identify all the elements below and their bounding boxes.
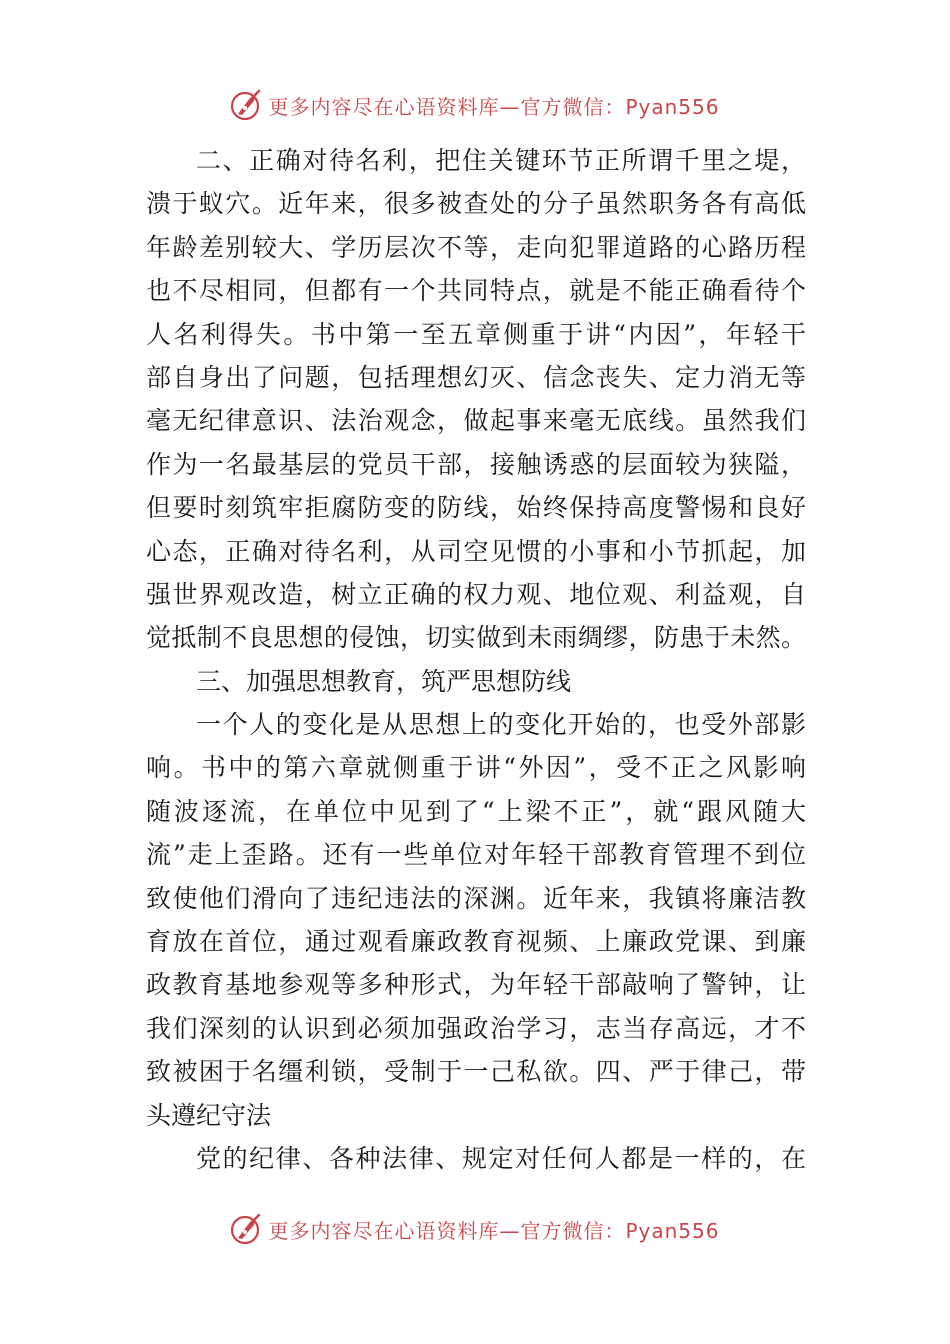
paragraph-line: 人名利得失。书中第一至五章侧重于讲“内因”，年轻干 bbox=[146, 319, 806, 349]
pen-nib-logo-icon bbox=[230, 1212, 264, 1246]
banner-text: 更多内容尽在心语资料库—官方微信：Pyan556 bbox=[268, 1218, 720, 1243]
pen-nib-logo-icon bbox=[230, 88, 264, 122]
banner-text: 更多内容尽在心语资料库—官方微信：Pyan556 bbox=[268, 94, 720, 119]
paragraph-line: 头遵纪守法 bbox=[146, 1100, 272, 1130]
paragraph-line: 响。书中的第六章就侧重于讲“外因”，受不正之风影响 bbox=[146, 753, 806, 783]
paragraph-line: 作为一名最基层的党员干部，接触诱惑的层面较为狭隘， bbox=[146, 449, 806, 479]
section-heading: 三、加强思想教育，筑严思想防线 bbox=[196, 666, 572, 696]
paragraph-line: 致被困于名缰利锁，受制于一己私欲。四、严于律己，带 bbox=[146, 1057, 806, 1087]
paragraph-line: 流”走上歪路。还有一些单位对年轻干部教育管理不到位 bbox=[146, 840, 806, 870]
paragraph-line: 觉抵制不良思想的侵蚀，切实做到未雨绸缪，防患于未然。 bbox=[146, 623, 806, 653]
paragraph-line: 政教育基地参观等多种形式，为年轻干部敲响了警钟，让 bbox=[146, 970, 806, 1000]
paragraph-line: 也不尽相同，但都有一个共同特点，就是不能正确看待个 bbox=[146, 276, 806, 306]
header-banner bbox=[0, 85, 950, 125]
paragraph-line: 年龄差别较大、学历层次不等，走向犯罪道路的心路历程 bbox=[146, 232, 806, 262]
paragraph-line: 溃于蚁穴。近年来，很多被查处的分子虽然职务各有高低 bbox=[146, 189, 806, 219]
paragraph-line: 部自身出了问题，包括理想幻灭、信念丧失、定力消无等 bbox=[146, 362, 806, 392]
paragraph-line: 致使他们滑向了违纪违法的深渊。近年来，我镇将廉洁教 bbox=[146, 883, 806, 913]
paragraph-line: 毫无纪律意识、法治观念，做起事来毫无底线。虽然我们 bbox=[146, 406, 806, 436]
paragraph-line: 育放在首位，通过观看廉政教育视频、上廉政党课、到廉 bbox=[146, 927, 806, 957]
footer-banner bbox=[0, 1209, 950, 1249]
document-body bbox=[146, 139, 806, 1180]
paragraph-line: 强世界观改造，树立正确的权力观、地位观、利益观，自 bbox=[146, 579, 806, 609]
paragraph-line: 但要时刻筑牢拒腐防变的防线，始终保持高度警惕和良好 bbox=[146, 493, 806, 523]
paragraph-line: 一个人的变化是从思想上的变化开始的，也受外部影 bbox=[196, 710, 806, 740]
paragraph-line: 党的纪律、各种法律、规定对任何人都是一样的，在 bbox=[196, 1143, 806, 1173]
paragraph-line: 我们深刻的认识到必须加强政治学习，志当存高远，才不 bbox=[146, 1013, 806, 1043]
paragraph-line: 随波逐流，在单位中见到了“上梁不正”，就“跟风随大 bbox=[146, 796, 806, 826]
paragraph-line: 二、正确对待名利，把住关键环节正所谓千里之堤， bbox=[196, 146, 806, 175]
paragraph-line: 心态，正确对待名利，从司空见惯的小事和小节抓起，加 bbox=[146, 536, 806, 566]
